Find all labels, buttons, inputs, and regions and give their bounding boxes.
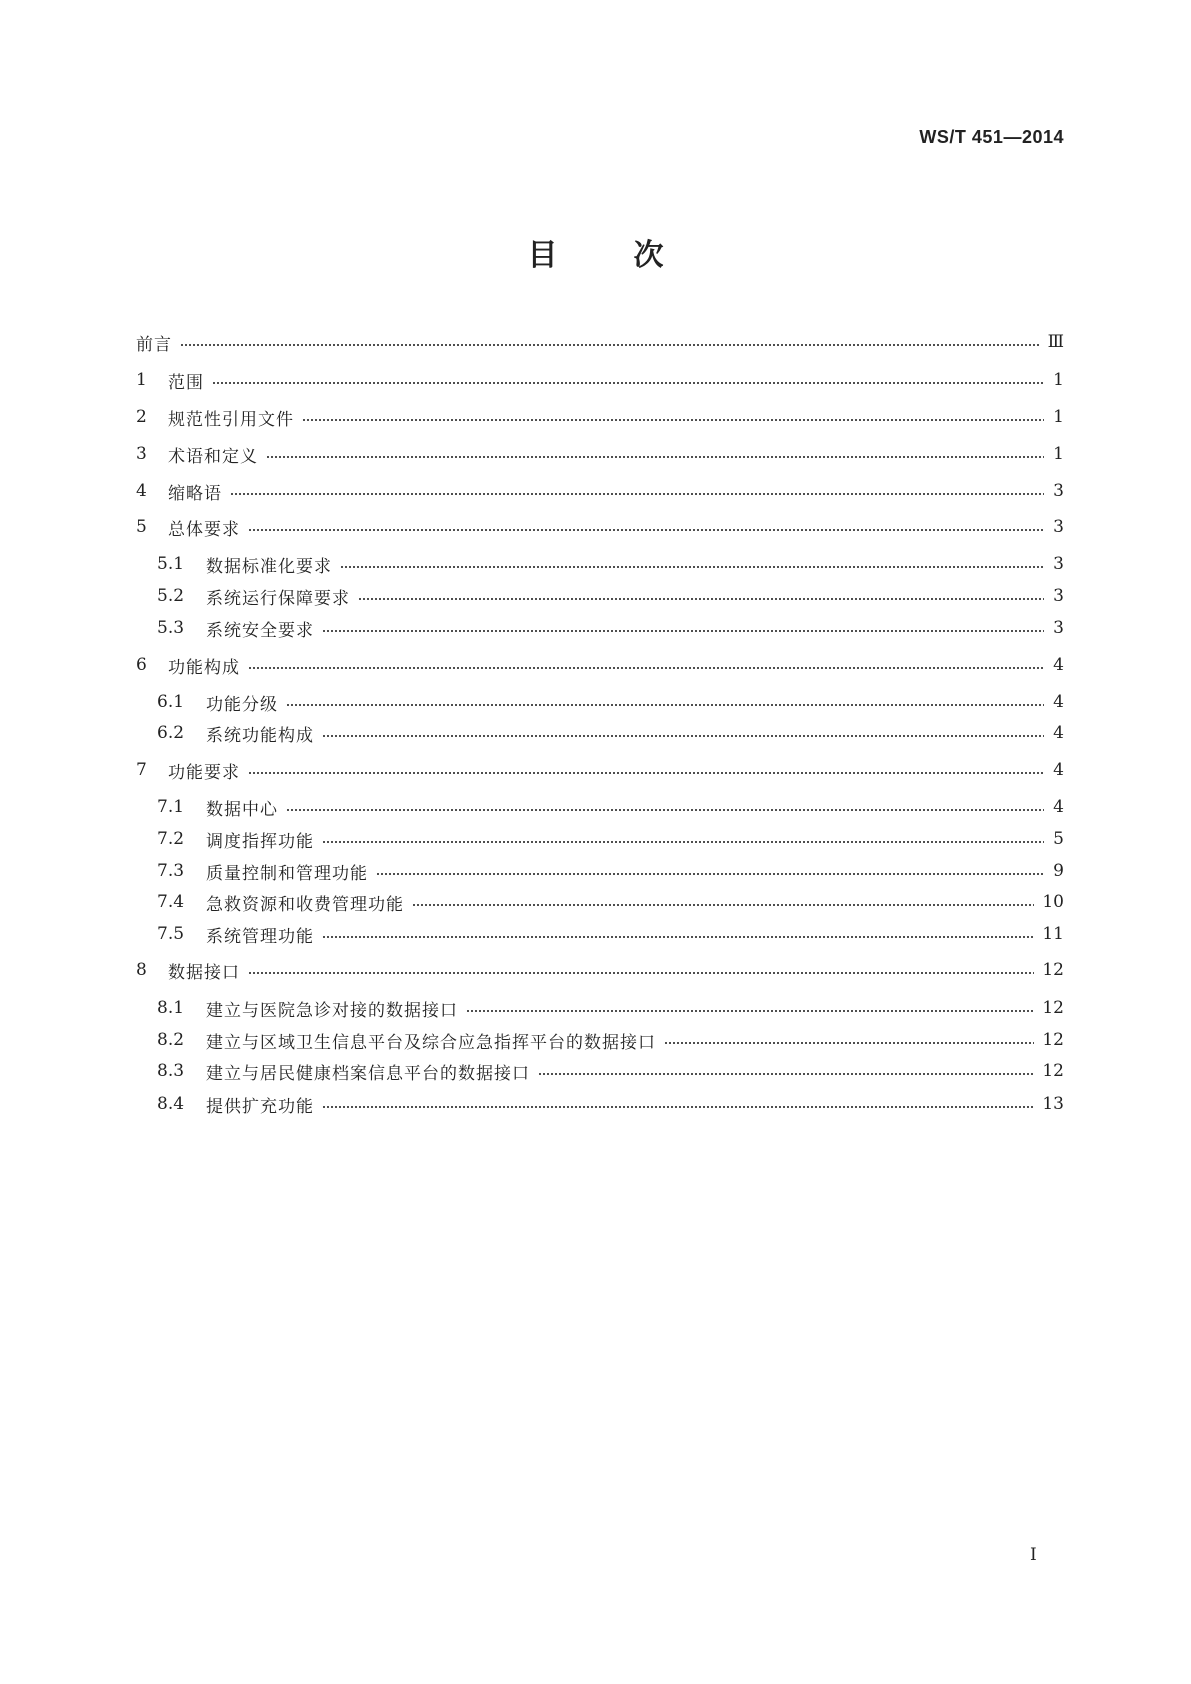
toc-entry-title: 功能分级 — [206, 694, 278, 715]
dot-leader — [248, 971, 1034, 975]
toc-entry-number: 7.1 — [157, 797, 185, 817]
toc-entry-title: 质量控制和管理功能 — [206, 863, 368, 884]
toc-entry-number: 3 — [136, 444, 147, 464]
title-char: 次 — [633, 238, 664, 273]
toc-entry-page: 9 — [1053, 861, 1064, 881]
toc-entry-title: 系统运行保障要求 — [206, 588, 350, 609]
toc-entry-number: 7 — [136, 760, 147, 780]
toc-entry[interactable] — [136, 653, 1064, 677]
toc-entry-number: 6.2 — [157, 723, 185, 743]
toc-entry-page: 3 — [1053, 481, 1064, 501]
toc-entry-page: 4 — [1053, 655, 1064, 675]
toc-entry-title: 系统管理功能 — [206, 926, 314, 947]
toc-entry-page: 3 — [1053, 517, 1064, 537]
toc-entry[interactable] — [136, 368, 1064, 392]
toc-entry-title: 总体要求 — [168, 519, 240, 540]
toc-entry[interactable] — [136, 1028, 1064, 1052]
toc-entry[interactable] — [136, 405, 1064, 429]
toc-entry-page: 3 — [1053, 586, 1064, 606]
toc-entry[interactable] — [136, 515, 1064, 539]
toc-entry[interactable] — [136, 1092, 1064, 1116]
toc-entry-page: 10 — [1042, 892, 1064, 912]
dot-leader — [230, 492, 1044, 496]
toc-entry-page: 13 — [1042, 1094, 1064, 1114]
dot-leader — [322, 1105, 1034, 1109]
toc-entry-page: 1 — [1053, 370, 1064, 390]
toc-entry-number: 5 — [136, 517, 147, 537]
toc-entry-title: 前言 — [136, 334, 172, 355]
toc-entry-title: 数据中心 — [206, 799, 278, 820]
toc-entry[interactable] — [136, 330, 1064, 354]
toc-entry-title: 规范性引用文件 — [168, 409, 294, 430]
toc-entry[interactable] — [136, 690, 1064, 714]
toc-entry[interactable] — [136, 890, 1064, 914]
toc-entry-title: 建立与医院急诊对接的数据接口 — [206, 1000, 458, 1021]
toc-entry[interactable] — [136, 795, 1064, 819]
toc-entry-title: 数据接口 — [168, 962, 240, 983]
toc-entry-title: 调度指挥功能 — [206, 831, 314, 852]
dot-leader — [302, 418, 1044, 422]
toc-entry[interactable] — [136, 721, 1064, 745]
toc-entry-number: 8.4 — [157, 1094, 185, 1114]
toc-entry-title: 数据标准化要求 — [206, 556, 332, 577]
toc-entry-page: 12 — [1042, 960, 1064, 980]
dot-leader — [286, 703, 1044, 707]
toc-entry-number: 7.3 — [157, 861, 185, 881]
toc-entry-number: 5.1 — [157, 554, 185, 574]
toc-entry-title: 功能构成 — [168, 657, 240, 678]
dot-leader — [248, 666, 1044, 670]
toc-entry-title: 功能要求 — [168, 762, 240, 783]
dot-leader — [322, 629, 1044, 633]
toc-entry-page: 1 — [1053, 407, 1064, 427]
toc-entry[interactable] — [136, 479, 1064, 503]
toc-entry-page: 5 — [1053, 829, 1064, 849]
dot-leader — [466, 1009, 1034, 1013]
dot-leader — [538, 1072, 1034, 1076]
dot-leader — [322, 840, 1044, 844]
dot-leader — [212, 381, 1044, 385]
toc-entry-page: 4 — [1053, 692, 1064, 712]
toc-entry-number: 2 — [136, 407, 147, 427]
toc-entry-number: 5.3 — [157, 618, 185, 638]
dot-leader — [376, 872, 1044, 876]
toc-entry[interactable] — [136, 616, 1064, 640]
toc-entry-number: 5.2 — [157, 586, 185, 606]
toc-entry-title: 缩略语 — [168, 483, 222, 504]
toc-entry-number: 6 — [136, 655, 147, 675]
toc-entry-number: 4 — [136, 481, 147, 501]
toc-entry-title: 系统功能构成 — [206, 725, 314, 746]
toc-entry[interactable] — [136, 996, 1064, 1020]
toc-entry-title: 术语和定义 — [168, 446, 258, 467]
toc-entry-title: 建立与居民健康档案信息平台的数据接口 — [206, 1063, 530, 1084]
standard-code: WS/T 451—2014 — [919, 127, 1064, 147]
dot-leader — [322, 935, 1034, 939]
toc-entry[interactable] — [136, 827, 1064, 851]
title-char: 目 — [527, 238, 558, 273]
toc-entry[interactable] — [136, 758, 1064, 782]
dot-leader — [248, 528, 1044, 532]
toc-entry[interactable] — [136, 958, 1064, 982]
dot-leader — [248, 771, 1044, 775]
dot-leader — [322, 734, 1044, 738]
toc-entry-page: 12 — [1042, 1030, 1064, 1050]
dot-leader — [412, 903, 1034, 907]
toc-entry-page: 3 — [1053, 618, 1064, 638]
toc-entry-title: 提供扩充功能 — [206, 1096, 314, 1117]
toc-entry-number: 8.1 — [157, 998, 185, 1018]
toc-entry[interactable] — [136, 859, 1064, 883]
toc-entry-number: 8.2 — [157, 1030, 185, 1050]
toc-entry[interactable] — [136, 922, 1064, 946]
toc-entry[interactable] — [136, 552, 1064, 576]
dot-leader — [340, 565, 1044, 569]
dot-leader — [286, 808, 1044, 812]
toc-entry-page: 4 — [1053, 760, 1064, 780]
toc-entry-number: 7.5 — [157, 924, 185, 944]
toc-entry[interactable] — [136, 1059, 1064, 1083]
dot-leader — [180, 343, 1040, 347]
toc-entry-page: 11 — [1042, 924, 1064, 944]
toc-entry-title: 建立与区域卫生信息平台及综合应急指挥平台的数据接口 — [206, 1032, 656, 1053]
toc-entry-title: 范围 — [168, 372, 204, 393]
toc-entry-number: 8 — [136, 960, 147, 980]
toc-entry-page: 1 — [1053, 444, 1064, 464]
toc-entry-number: 6.1 — [157, 692, 185, 712]
toc-entry-title: 急救资源和收费管理功能 — [206, 894, 404, 915]
toc-entry-page: 12 — [1042, 998, 1064, 1018]
page-number: I — [1030, 1545, 1037, 1565]
toc-entry-number: 8.3 — [157, 1061, 185, 1081]
toc-entry-title: 系统安全要求 — [206, 620, 314, 641]
dot-leader — [266, 455, 1044, 459]
toc-entry-page: 12 — [1042, 1061, 1064, 1081]
toc-entry-number: 7.2 — [157, 829, 185, 849]
page-title — [0, 230, 1191, 274]
toc-entry-number: 7.4 — [157, 892, 185, 912]
toc-entry-page: 4 — [1053, 723, 1064, 743]
toc-entry-page: 3 — [1053, 554, 1064, 574]
toc-entry[interactable] — [136, 584, 1064, 608]
toc-entry-number: 1 — [136, 370, 147, 390]
toc-entry-page: 4 — [1053, 797, 1064, 817]
dot-leader — [358, 597, 1044, 601]
toc-entry[interactable] — [136, 442, 1064, 466]
dot-leader — [664, 1041, 1034, 1045]
toc-entry-page: Ⅲ — [1047, 332, 1064, 352]
